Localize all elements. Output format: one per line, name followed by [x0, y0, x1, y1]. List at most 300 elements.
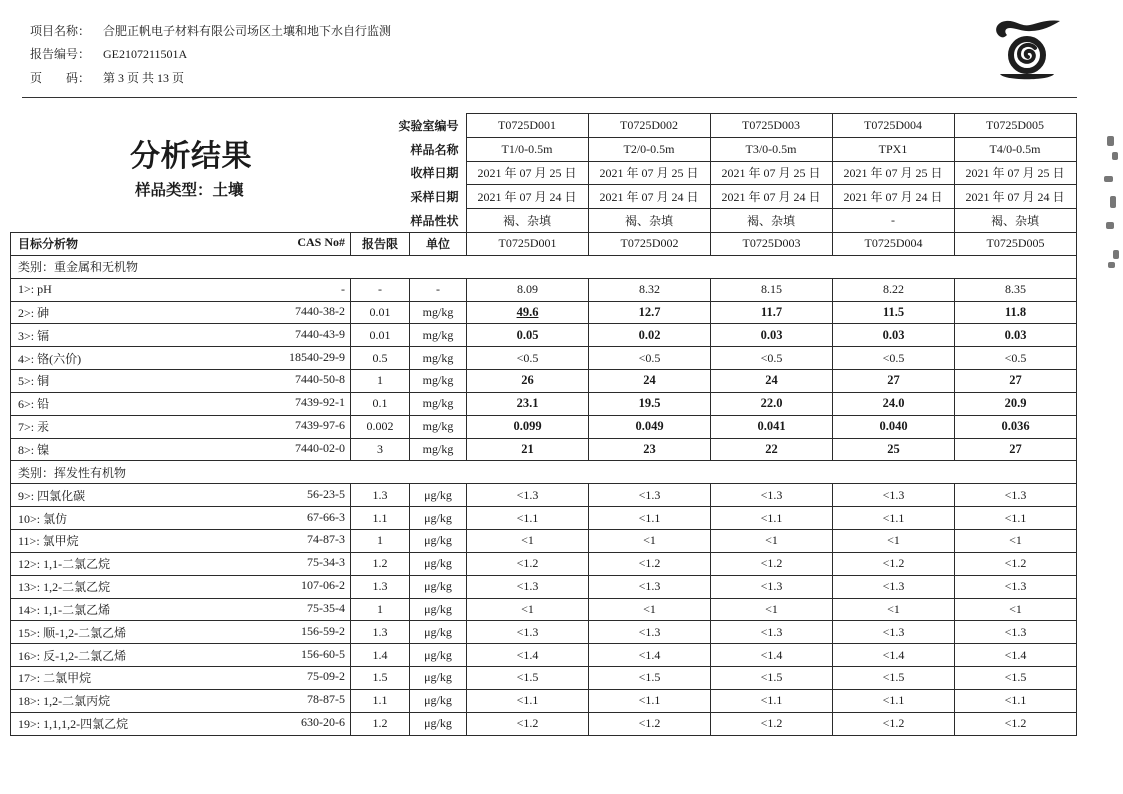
info-cell-received-date: 2021 年 07 月 25 日: [954, 161, 1076, 185]
analyte-wrapper: [18, 304, 345, 321]
result-value: <1.3: [833, 621, 955, 644]
header-divider: [22, 97, 1077, 98]
analyte-name: 1>: pH: [18, 282, 52, 297]
info-cell-sample-description: 褐、杂填: [588, 209, 710, 233]
unit: mg/kg: [410, 324, 467, 347]
analyte-cell: [11, 438, 351, 461]
result-value: <1.3: [711, 484, 833, 507]
info-row-sample-name: [388, 137, 1076, 161]
sample-column-header: T0725D003: [711, 233, 833, 256]
result-value: 8.35: [955, 278, 1077, 301]
result-row: [11, 598, 1077, 621]
info-cell-received-date: 2021 年 07 月 25 日: [588, 161, 710, 185]
unit: μg/kg: [410, 598, 467, 621]
analyte-wrapper: [18, 692, 345, 709]
project-name-line: [30, 24, 391, 38]
reporting-limit: 1.3: [351, 621, 410, 644]
info-cell-sample-description: 褐、杂填: [466, 209, 588, 233]
company-logo: [990, 16, 1062, 86]
analyte-name: 12>: 1,1-二氯乙烷: [18, 557, 111, 572]
cas-header-label: CAS No#: [297, 235, 345, 250]
logo-base: [1000, 74, 1054, 79]
result-value: <1.5: [955, 667, 1077, 690]
analyte-name: 5>: 铜: [18, 374, 50, 389]
result-row: [11, 484, 1077, 507]
analyte-column-header: [11, 233, 351, 256]
analyte-cell: [11, 621, 351, 644]
sample-info-table: [388, 113, 1077, 233]
reporting-limit: 1.5: [351, 667, 410, 690]
result-value: 19.5: [589, 392, 711, 415]
result-value: 0.036: [955, 415, 1077, 438]
info-cell-sampling-date: 2021 年 07 月 24 日: [588, 185, 710, 209]
analyte-name: 18>: 1,2-二氯丙烷: [18, 694, 111, 709]
info-cell-sample-name: T2/0-0.5m: [588, 137, 710, 161]
result-value: 11.8: [955, 301, 1077, 324]
result-value: 8.15: [711, 278, 833, 301]
unit: μg/kg: [410, 621, 467, 644]
seal-fragment: [1112, 152, 1118, 160]
result-value: <1.3: [589, 575, 711, 598]
result-value: <1.4: [589, 644, 711, 667]
analyte-wrapper: [18, 327, 345, 344]
results-header-row: [11, 233, 1077, 256]
result-value: <1: [467, 529, 589, 552]
result-value: <1.3: [467, 621, 589, 644]
analyte-name: 7>: 汞: [18, 420, 50, 435]
unit: mg/kg: [410, 301, 467, 324]
result-value: 27: [955, 370, 1077, 393]
result-value: <1.3: [955, 621, 1077, 644]
analyte-name: 6>: 铅: [18, 397, 50, 412]
analyte-wrapper: [18, 532, 345, 549]
sample-column-header: T0725D001: [467, 233, 589, 256]
analyte-header-label: 目标分析物: [18, 237, 79, 252]
result-row: [11, 415, 1077, 438]
cas-number: 630-20-6: [301, 715, 345, 730]
unit: mg/kg: [410, 438, 467, 461]
result-value: <1.2: [955, 712, 1077, 735]
info-cell-received-date: 2021 年 07 月 25 日: [710, 161, 832, 185]
result-value: <1.3: [467, 484, 589, 507]
result-value: 26: [467, 370, 589, 393]
result-value: <1: [955, 529, 1077, 552]
seal-fragment: [1108, 262, 1115, 268]
reporting-limit: 1.3: [351, 484, 410, 507]
result-value: <1: [467, 598, 589, 621]
analyte-wrapper: [18, 441, 345, 458]
analyte-cell: [11, 598, 351, 621]
cas-number: 7440-38-2: [295, 303, 345, 318]
cas-number: 75-09-2: [307, 669, 345, 684]
analyte-wrapper: [18, 418, 345, 435]
cas-number: -: [341, 282, 345, 297]
analyte-wrapper: [18, 624, 345, 641]
cas-number: 7440-50-8: [295, 372, 345, 387]
unit: μg/kg: [410, 507, 467, 530]
result-value: 0.03: [711, 324, 833, 347]
analyte-name: 16>: 反-1,2-二氯乙烯: [18, 648, 127, 663]
category-label: 类别：重金属和无机物: [11, 255, 1077, 278]
sample-column-header: T0725D004: [833, 233, 955, 256]
reporting-limit: 1.4: [351, 644, 410, 667]
category-row: [11, 255, 1077, 278]
analyte-name: 4>: 铬(六价): [18, 351, 82, 366]
unit: mg/kg: [410, 392, 467, 415]
info-row-sample-description: [388, 209, 1076, 233]
result-value: <1.3: [589, 484, 711, 507]
info-cell-lab-id: T0725D005: [954, 114, 1076, 138]
result-row: [11, 667, 1077, 690]
analyte-cell: [11, 507, 351, 530]
analyte-cell: [11, 415, 351, 438]
result-value: 24.0: [833, 392, 955, 415]
analyte-name: 3>: 镉: [18, 328, 50, 343]
unit: μg/kg: [410, 552, 467, 575]
result-value: 25: [833, 438, 955, 461]
result-value: 12.7: [589, 301, 711, 324]
analyte-wrapper: [18, 601, 345, 618]
analyte-name: 17>: 二氯甲烷: [18, 671, 92, 686]
result-value: <1.1: [833, 689, 955, 712]
analyte-wrapper: [18, 395, 345, 412]
logo-cloud-shape: [996, 20, 1060, 37]
result-value: <1.4: [955, 644, 1077, 667]
info-cell-sample-description: -: [832, 209, 954, 233]
result-value: 20.9: [955, 392, 1077, 415]
cas-number: 67-66-3: [307, 509, 345, 524]
result-row: [11, 712, 1077, 735]
result-value: 0.049: [589, 415, 711, 438]
results-body: [11, 255, 1077, 735]
cas-number: 7439-92-1: [295, 395, 345, 410]
result-value: 24: [711, 370, 833, 393]
result-value: <1.5: [711, 667, 833, 690]
analyte-cell: [11, 667, 351, 690]
seal-fragment: [1110, 196, 1116, 208]
analyte-name: 14>: 1,1-二氯乙烯: [18, 602, 111, 617]
result-value: 27: [955, 438, 1077, 461]
cas-number: 56-23-5: [307, 486, 345, 501]
category-label: 类别：挥发性有机物: [11, 461, 1077, 484]
result-row: [11, 689, 1077, 712]
analyte-header-wrapper: [18, 235, 345, 252]
info-cell-received-date: 2021 年 07 月 25 日: [466, 161, 588, 185]
analyte-name: 11>: 氯甲烷: [18, 534, 79, 549]
result-value: <1.2: [467, 552, 589, 575]
analyte-cell: [11, 324, 351, 347]
limit-column-header: 报告限: [351, 233, 410, 256]
cas-number: 156-60-5: [301, 646, 345, 661]
result-value: <1: [589, 598, 711, 621]
cas-number: 18540-29-9: [289, 349, 345, 364]
result-value: <1.3: [711, 621, 833, 644]
page-title: 分析结果: [130, 140, 252, 173]
info-cell-sampling-date: 2021 年 07 月 24 日: [954, 185, 1076, 209]
result-value: <1.1: [955, 507, 1077, 530]
result-row: [11, 324, 1077, 347]
cas-number: 7440-02-0: [295, 441, 345, 456]
info-cell-lab-id: T0725D001: [466, 114, 588, 138]
result-value: <0.5: [955, 347, 1077, 370]
sample-info-body: [388, 114, 1076, 233]
unit: mg/kg: [410, 415, 467, 438]
info-cell-sample-name: TPX1: [832, 137, 954, 161]
result-value: 8.09: [467, 278, 589, 301]
seal-fragment: [1104, 176, 1113, 182]
info-cell-sampling-date: 2021 年 07 月 24 日: [466, 185, 588, 209]
analyte-cell: [11, 392, 351, 415]
result-value: 24: [589, 370, 711, 393]
result-value: <1.1: [467, 507, 589, 530]
analyte-name: 13>: 1,2-二氯乙烷: [18, 580, 111, 595]
result-value: <1.4: [833, 644, 955, 667]
cas-number: 75-35-4: [307, 600, 345, 615]
reporting-limit: 1.2: [351, 552, 410, 575]
result-value: <1.2: [955, 552, 1077, 575]
info-cell-sample-name: T4/0-0.5m: [954, 137, 1076, 161]
seal-fragment: [1107, 136, 1114, 146]
cas-number: 156-59-2: [301, 623, 345, 638]
report-number-label: 报告编号：: [30, 47, 91, 61]
info-cell-sample-name: T3/0-0.5m: [710, 137, 832, 161]
result-row: [11, 278, 1077, 301]
result-value: <1.5: [589, 667, 711, 690]
analyte-cell: [11, 575, 351, 598]
info-label-sample-name: 样品名称: [410, 142, 459, 157]
analyte-name: 9>: 四氯化碳: [18, 488, 86, 503]
result-value: <1.1: [589, 689, 711, 712]
result-row: [11, 552, 1077, 575]
result-value: <1.2: [833, 552, 955, 575]
project-name-value: 合肥正帆电子材料有限公司场区土壤和地下水自行监测: [103, 24, 392, 38]
reporting-limit: -: [351, 278, 410, 301]
analyte-cell: [11, 552, 351, 575]
analyte-name: 8>: 镍: [18, 443, 50, 458]
analyte-cell: [11, 644, 351, 667]
sample-column-header: T0725D005: [955, 233, 1077, 256]
result-row: [11, 507, 1077, 530]
analyte-cell: [11, 529, 351, 552]
result-value: 23.1: [467, 392, 589, 415]
cas-number: 78-87-5: [307, 692, 345, 707]
analyte-name: 15>: 顺-1,2-二氯乙烯: [18, 625, 127, 640]
info-row-sampling-date: [388, 185, 1076, 209]
cas-number: 107-06-2: [301, 578, 345, 593]
reporting-limit: 0.002: [351, 415, 410, 438]
unit: μg/kg: [410, 689, 467, 712]
result-value: <1.3: [833, 575, 955, 598]
result-value: <1.3: [711, 575, 833, 598]
info-cell-lab-id: T0725D004: [832, 114, 954, 138]
analyte-cell: [11, 689, 351, 712]
unit: μg/kg: [410, 712, 467, 735]
result-value: 0.099: [467, 415, 589, 438]
result-value: <1.2: [833, 712, 955, 735]
cas-number: 7439-97-6: [295, 418, 345, 433]
result-value: <1.1: [833, 507, 955, 530]
result-value: 22: [711, 438, 833, 461]
result-value: <1: [711, 529, 833, 552]
reporting-limit: 0.5: [351, 347, 410, 370]
analyte-wrapper: [18, 510, 345, 527]
result-value: <1.3: [589, 621, 711, 644]
analyte-wrapper: [18, 715, 345, 732]
result-value: <1.1: [711, 507, 833, 530]
result-row: [11, 301, 1077, 324]
result-value: <0.5: [833, 347, 955, 370]
result-value: <1.4: [467, 644, 589, 667]
info-cell-lab-id: T0725D003: [710, 114, 832, 138]
result-value: 0.041: [711, 415, 833, 438]
result-value: <1.2: [467, 712, 589, 735]
reporting-limit: 1: [351, 529, 410, 552]
result-value: 0.05: [467, 324, 589, 347]
result-row: [11, 392, 1077, 415]
unit: -: [410, 278, 467, 301]
result-value: <1.1: [589, 507, 711, 530]
result-row: [11, 621, 1077, 644]
result-row: [11, 644, 1077, 667]
analyte-wrapper: [18, 487, 345, 504]
result-value: <1: [589, 529, 711, 552]
result-value: <0.5: [589, 347, 711, 370]
info-label-lab-id: 实验室编号: [398, 118, 459, 133]
analysis-results-table: [10, 232, 1077, 736]
info-row-lab-id: [388, 114, 1076, 138]
result-value: <1: [833, 529, 955, 552]
result-value: <1.1: [955, 689, 1077, 712]
analyte-cell: [11, 347, 351, 370]
unit-column-header: 单位: [410, 233, 467, 256]
analyte-wrapper: [18, 578, 345, 595]
result-value: <1.1: [467, 689, 589, 712]
analyte-cell: [11, 484, 351, 507]
info-cell-sample-name: T1/0-0.5m: [466, 137, 588, 161]
result-value: 0.03: [955, 324, 1077, 347]
result-value: <1.5: [467, 667, 589, 690]
result-value: <1.3: [467, 575, 589, 598]
result-value: <1.5: [833, 667, 955, 690]
project-name-label: 项目名称：: [30, 24, 91, 38]
info-label-sample-description: 样品性状: [410, 214, 459, 229]
info-cell-sampling-date: 2021 年 07 月 24 日: [710, 185, 832, 209]
report-number-value: GE2107211501A: [103, 47, 188, 61]
reporting-limit: 1.1: [351, 689, 410, 712]
analyte-name: 2>: 砷: [18, 305, 50, 320]
category-row: [11, 461, 1077, 484]
cas-number: 74-87-3: [307, 532, 345, 547]
reporting-limit: 0.01: [351, 301, 410, 324]
unit: μg/kg: [410, 484, 467, 507]
info-row-received-date: [388, 161, 1076, 185]
cas-number: 7440-43-9: [295, 326, 345, 341]
result-value: 0.040: [833, 415, 955, 438]
result-value: <1.1: [711, 689, 833, 712]
result-value: <1.3: [833, 484, 955, 507]
result-value: <1: [955, 598, 1077, 621]
result-value: <1.4: [711, 644, 833, 667]
result-value: 8.22: [833, 278, 955, 301]
analyte-wrapper: [18, 647, 345, 664]
analyte-wrapper: [18, 669, 345, 686]
result-value: 0.02: [589, 324, 711, 347]
result-value: 21: [467, 438, 589, 461]
result-value: <0.5: [467, 347, 589, 370]
info-label-sampling-date: 采样日期: [410, 190, 459, 205]
analyte-cell: [11, 370, 351, 393]
page-number-line: [30, 71, 184, 85]
analyte-wrapper: [18, 372, 345, 389]
sample-column-header: T0725D002: [589, 233, 711, 256]
reporting-limit: 1.3: [351, 575, 410, 598]
info-cell-sampling-date: 2021 年 07 月 24 日: [832, 185, 954, 209]
analyte-wrapper: [18, 282, 345, 297]
result-value: <1: [833, 598, 955, 621]
result-value: <1.3: [955, 575, 1077, 598]
result-row: [11, 575, 1077, 598]
sample-type: 样品类型：土壤: [135, 182, 244, 199]
unit: μg/kg: [410, 575, 467, 598]
result-row: [11, 347, 1077, 370]
result-value: 8.32: [589, 278, 711, 301]
analyte-cell: [11, 301, 351, 324]
result-value: <1.2: [589, 712, 711, 735]
analyte-name: 19>: 1,1,1,2-四氯乙烷: [18, 717, 129, 732]
unit: mg/kg: [410, 370, 467, 393]
reporting-limit: 1.2: [351, 712, 410, 735]
result-row: [11, 529, 1077, 552]
result-value: 27: [833, 370, 955, 393]
result-value: <0.5: [711, 347, 833, 370]
analyte-cell: [11, 712, 351, 735]
result-row: [11, 438, 1077, 461]
reporting-limit: 1: [351, 370, 410, 393]
result-value: 23: [589, 438, 711, 461]
result-value: <1.3: [955, 484, 1077, 507]
reporting-limit: 1: [351, 598, 410, 621]
logo-spiral: [1019, 45, 1035, 62]
cas-number: 75-34-3: [307, 555, 345, 570]
result-value: <1.2: [711, 552, 833, 575]
page-number-label: 页 码：: [30, 71, 91, 85]
report-number-line: [30, 47, 187, 61]
result-value: <1.2: [711, 712, 833, 735]
result-value: 49.6: [467, 301, 589, 324]
info-cell-sample-description: 褐、杂填: [954, 209, 1076, 233]
result-value: <1: [711, 598, 833, 621]
result-value: 22.0: [711, 392, 833, 415]
result-value: 11.7: [711, 301, 833, 324]
page-number-value: 第 3 页 共 13 页: [103, 71, 185, 85]
analyte-name: 10>: 氯仿: [18, 511, 68, 526]
reporting-limit: 0.01: [351, 324, 410, 347]
unit: μg/kg: [410, 667, 467, 690]
info-label-received-date: 收样日期: [410, 166, 459, 181]
result-value: <1.2: [589, 552, 711, 575]
info-cell-sample-description: 褐、杂填: [710, 209, 832, 233]
analyte-wrapper: [18, 555, 345, 572]
analyte-wrapper: [18, 350, 345, 367]
result-value: 0.03: [833, 324, 955, 347]
info-cell-lab-id: T0725D002: [588, 114, 710, 138]
unit: mg/kg: [410, 347, 467, 370]
reporting-limit: 0.1: [351, 392, 410, 415]
result-row: [11, 370, 1077, 393]
reporting-limit: 3: [351, 438, 410, 461]
unit: μg/kg: [410, 644, 467, 667]
result-value: 11.5: [833, 301, 955, 324]
